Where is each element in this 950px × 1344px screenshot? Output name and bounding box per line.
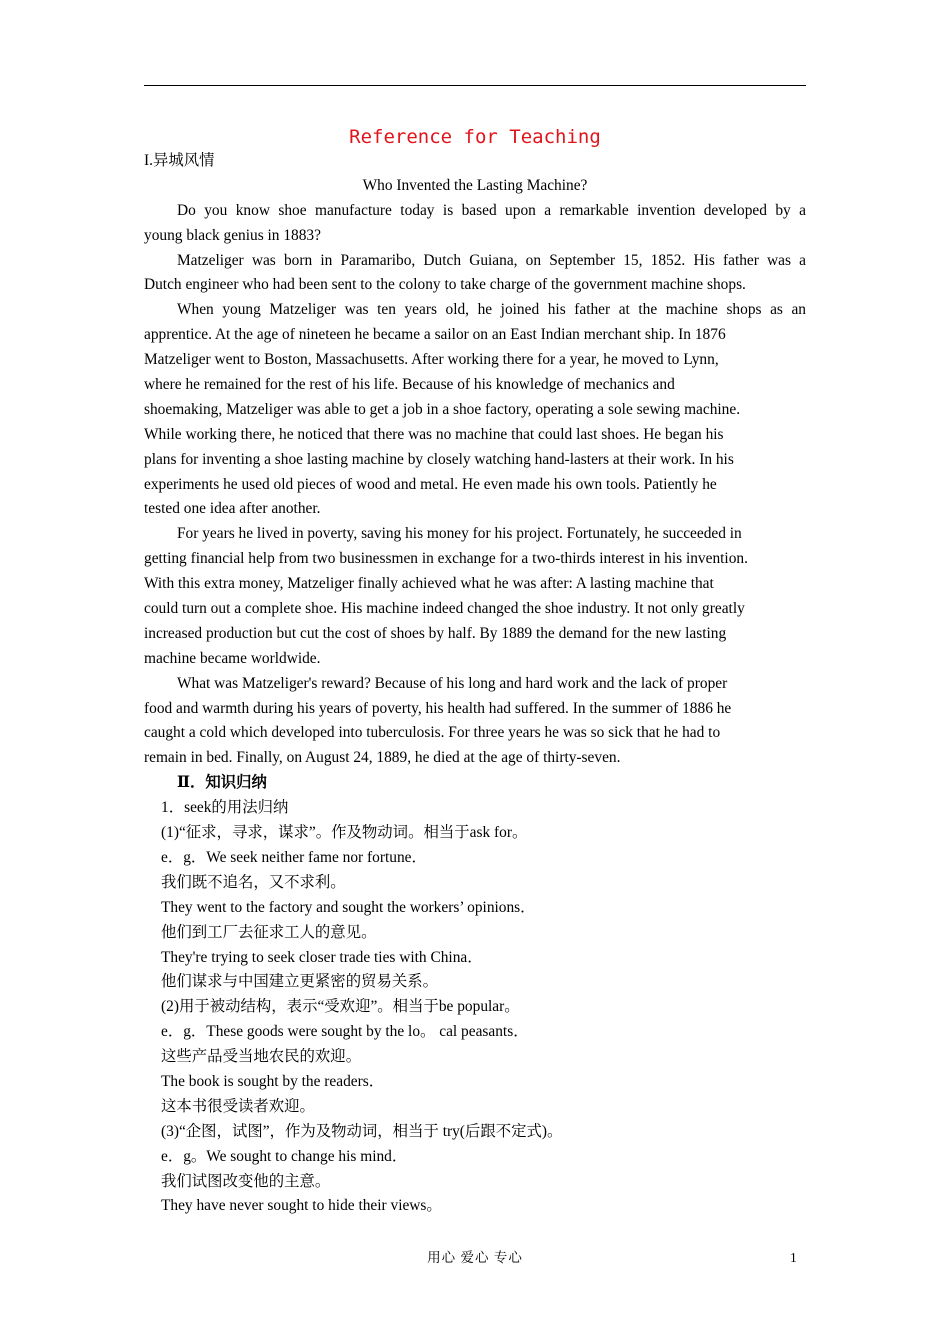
paragraph-line: Do you know shoe manufacture today is based upon a remarkable invention developed by a <box>177 201 806 219</box>
paragraph-line: experiments he used old pieces of wood and metal. He even made his own tools. Patiently he <box>144 475 717 493</box>
paragraph-line: where he remained for the rest of his life. Because of his knowledge of mechanics and <box>144 376 675 394</box>
paragraph-line: tested one idea after another. <box>144 500 321 518</box>
header-rule <box>144 85 806 86</box>
paragraph-line: machine became worldwide. <box>144 649 321 667</box>
paragraph-line: getting financial help from two businessmen in exchange for a two-thirds interest in his invention. <box>144 550 748 568</box>
translation-line: 我们试图改变他的主意。 <box>161 1172 331 1190</box>
paragraph-line: increased production but cut the cost of shoes by half. By 1889 the demand for the new lasting <box>144 624 727 642</box>
knowledge-line: (1)“征求，寻求，谋求”。作及物动词。相当于ask for。 <box>161 824 528 842</box>
knowledge-line: (3)“企图，试图”，作为及物动词，相当于 try(后跟不定式)。 <box>161 1122 563 1140</box>
document-title: Reference for Teaching <box>349 126 601 148</box>
example-line: They're trying to seek closer trade ties with China． <box>161 948 483 966</box>
paragraph-line: What was Matzeliger's reward? Because of his long and hard work and the lack of proper <box>177 674 728 692</box>
translation-line: 他们到工厂去征求工人的意见。 <box>161 923 377 941</box>
paragraph-line: plans for inventing a shoe lasting machine by closely watching hand-lasters at their work. In his <box>144 450 734 468</box>
paragraph-line: With this extra money, Matzeliger finally achieved what he was after: A lasting machine that <box>144 575 714 593</box>
knowledge-line: (2)用于被动结构，表示“受欢迎”。相当于be popular。 <box>161 998 520 1016</box>
knowledge-line: 1．seek的用法归纳 <box>161 799 289 817</box>
paragraph-line: caught a cold which developed into tuberculosis. For three years he was so sick that he had to <box>144 724 721 742</box>
paragraph-line: could turn out a complete shoe. His machine indeed changed the shoe industry. It not only greatly <box>144 600 745 618</box>
article-title: Who Invented the Lasting Machine? <box>362 176 588 194</box>
translation-line: 这些产品受当地农民的欢迎。 <box>161 1048 362 1066</box>
section-heading-2: Ⅱ．知识归纳 <box>177 774 267 792</box>
example-line: The book is sought by the readers． <box>161 1072 385 1090</box>
section-heading-1: I.异城风情 <box>144 152 215 169</box>
translation-line: 他们谋求与中国建立更紧密的贸易关系。 <box>161 973 439 991</box>
example-line: They went to the factory and sought the workers’ opinions． <box>161 898 536 916</box>
paragraph-line: young black genius in 1883? <box>144 226 321 244</box>
translation-line: 这本书很受读者欢迎。 <box>161 1097 315 1115</box>
paragraph-line: shoemaking, Matzeliger was able to get a job in a shoe factory, operating a sole sewing machine. <box>144 400 741 418</box>
paragraph-line: food and warmth during his years of poverty, his health had suffered. In the summer of 1886 he <box>144 699 732 717</box>
page-footer-motto: 用心 爱心 专心 <box>427 1250 523 1265</box>
page-number: 1 <box>790 1250 797 1265</box>
document-body <box>144 149 806 1219</box>
example-line: e．g。We sought to change his mind． <box>161 1147 408 1165</box>
paragraph-line: Dutch engineer who had been sent to the colony to take charge of the government machine shops. <box>144 276 746 294</box>
paragraph-line: While working there, he noticed that there was no machine that could last shoes. He began his <box>144 425 724 443</box>
paragraph-line: Matzeliger went to Boston, Massachusetts. After working there for a year, he moved to Lynn, <box>144 351 719 369</box>
paragraph-line: For years he lived in poverty, saving his money for his project. Fortunately, he succeeded in <box>177 525 742 543</box>
paragraph-line: apprentice. At the age of nineteen he became a sailor on an East Indian merchant ship. In 1876 <box>144 326 726 344</box>
paragraph-line: When young Matzeliger was ten years old, he joined his father at the machine shops as an <box>177 301 806 319</box>
paragraph-line: remain in bed. Finally, on August 24, 1889, he died at the age of thirty-seven. <box>144 749 621 767</box>
example-line: They have never sought to hide their views。 <box>161 1197 442 1215</box>
paragraph-line: Matzeliger was born in Paramaribo, Dutch Guiana, on September 15, 1852. His father was a <box>177 251 806 269</box>
example-line: e．g．These goods were sought by the lo。 cal peasants． <box>161 1023 529 1041</box>
translation-line: 我们既不追名，又不求利。 <box>161 873 346 891</box>
example-line: e．g．We seek neither fame nor fortune． <box>161 848 427 866</box>
